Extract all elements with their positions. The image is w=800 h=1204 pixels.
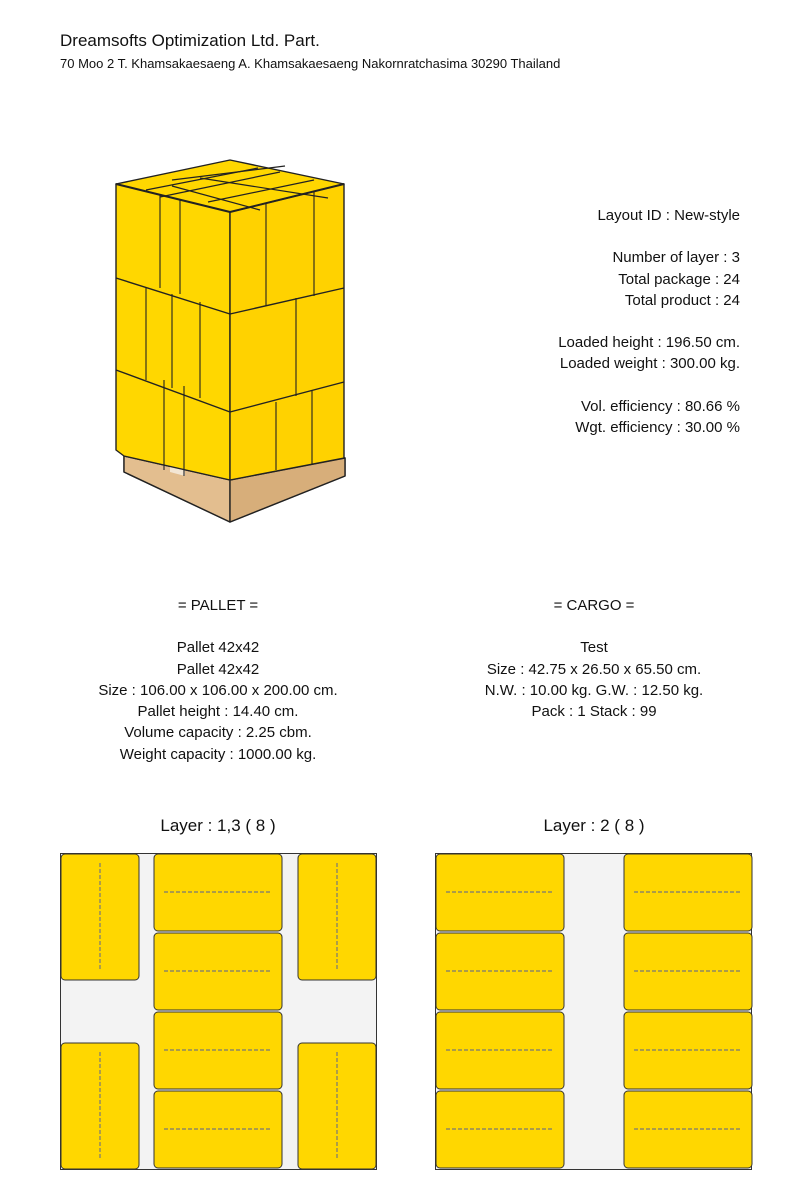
cargo-name: Test [580,639,608,657]
cargo-size: Size : 42.75 x 26.50 x 65.50 cm. [486,660,702,678]
company-address: 70 Moo 2 T. Khamsakaesaeng A. Khamsakaesaeng Nakornratchasima 30290 Thailand [60,56,561,71]
pallet-height: Pallet height : 14.40 cm. [137,703,299,721]
pallet-size: Size : 106.00 x 106.00 x 200.00 cm. [98,681,338,699]
vol-efficiency: Vol. efficiency : 80.66 % [581,397,740,415]
layout-id: Layout ID : New-style [597,207,740,224]
layer-1-3-plan [60,853,378,1171]
number-of-layers: Number of layer : 3 [612,249,740,267]
pallet-heading: = PALLET = [177,597,259,614]
total-package: Total package : 24 [618,270,740,288]
loaded-height: Loaded height : 196.50 cm. [558,334,740,352]
wgt-efficiency: Wgt. efficiency : 30.00 % [575,419,740,437]
layer-2-title: Layer : 2 ( 8 ) [543,816,645,835]
layer-2-plan [435,853,753,1171]
pallet-weight-capacity: Weight capacity : 1000.00 kg. [119,745,317,763]
pallet-info [68,595,368,765]
total-product: Total product : 24 [624,291,740,309]
cargo-info [444,595,744,722]
cargo-weights: N.W. : 10.00 kg. G.W. : 12.50 kg. [484,681,704,699]
pallet-volume-capacity: Volume capacity : 2.25 cbm. [124,724,312,742]
company-name: Dreamsofts Optimization Ltd. Part. [60,31,320,50]
pallet-name-1: Pallet 42x42 [176,639,260,657]
pallet-name-2: Pallet 42x42 [176,660,260,678]
loaded-weight: Loaded weight : 300.00 kg. [559,355,740,373]
layout-summary [440,205,740,438]
cargo-heading: = CARGO = [553,597,635,614]
pallet-3d-render [100,150,370,540]
cargo-pack: Pack : 1 Stack : 99 [531,703,657,721]
layer-1-3-title: Layer : 1,3 ( 8 ) [160,816,276,835]
